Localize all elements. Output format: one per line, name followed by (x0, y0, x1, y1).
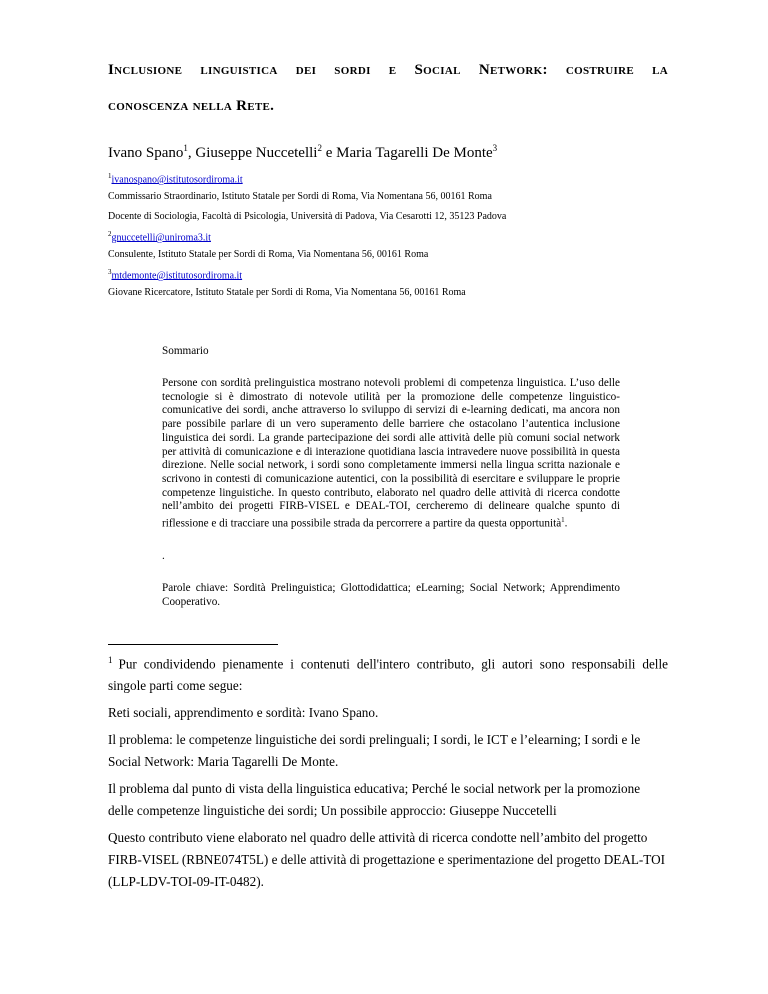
title-line-2: conoscenza nella Rete. (108, 98, 275, 114)
email-link[interactable]: mtdemonte@istitutosordiroma.it (111, 270, 243, 282)
footnote (108, 649, 668, 898)
abstract-end: . (564, 517, 568, 530)
footnote-line: Questo contributo viene elaborato nel quadro delle attività di ricerca condotte nell’ambito del progetto FIRB-VISEL (RBNE074T5L) e delle attività di progettazione e sperimentazione del progetto DEAL-TOI (LLP-LDV-TOI-09-IT-0482). (108, 830, 666, 890)
author-separator: , (187, 145, 196, 161)
footnote-divider (108, 644, 278, 645)
email-link[interactable]: ivanospano@istitutosordiroma.it (111, 174, 243, 186)
affiliation-mark: 2 (108, 230, 112, 238)
footnote-line (108, 649, 668, 697)
footnote-text: Pur condividendo pienamente i contenuti dell'intero contributo, gli autori sono responsabili delle singole parti come segue: (108, 656, 668, 694)
footnote-line: Il problema dal punto di vista della linguistica educativa; Perché le social network per la promozione delle competenze linguistiche dei sordi; Un possibile approccio: Giuseppe Nuccetelli (108, 781, 641, 819)
author-3-affiliation-mark: 3 (492, 143, 498, 153)
author-list (108, 138, 497, 163)
paper-title (108, 58, 668, 118)
author-separator: e (321, 145, 337, 161)
affiliation-email-1 (108, 170, 243, 186)
abstract-text: Persone con sordità prelinguistica mostrano notevoli problemi di competenza linguistica. L’uso delle tecnologie si è dimostrato di notevole utilità per la promozione delle competenze linguistico-comunicative dei sordi, anche attraverso lo sviluppo di servizi di e-learning dedicati, ma ancora non pare possibile parlare di un vero superamento delle barriere che ostacolano l’autentica inclusione linguistica dei sordi. La grande partecipazione dei sordi alle attività delle più comuni social network per attività di comunicazione e di interazione quotidiana lascia intravedere nuove possibilità in questa direzione. Nelle social network, i sordi sono completamente immersi nella lingua scritta nazionale e scrivono in contesti di comunicazione autentici, con la possibilità di esercitare e sviluppare le proprie competenze linguistiche. In questo contributo, elaborato nel quadro delle attività di ricerca condotte nell’ambito dei progetti FIRB-VISEL e DEAL-TOI, cercheremo di delineare qualche spunto di riflessione e di tracciare una possibile strada da percorrere a partire da questa opportunità (162, 377, 620, 530)
abstract-heading: Sommario (162, 345, 209, 357)
affiliation-line: Consulente, Istituto Statale per Sordi di Roma, Via Nomentana 56, 00161 Roma (108, 249, 429, 260)
email-link[interactable]: gnuccetelli@uniroma3.it (111, 232, 211, 244)
footnote-line: Il problema: le competenze linguistiche dei sordi prelinguali; I sordi, le ICT e l’elearning; I sordi e le Social Network: Maria Tagarelli De Monte. (108, 732, 641, 770)
title-line-1: Inclusione linguistica dei sordi e Social Network: costruire la (108, 62, 668, 78)
affiliation-email-3 (108, 266, 242, 282)
author-3: Maria Tagarelli De Monte (336, 145, 493, 161)
affiliation-line: Docente di Sociologia, Facoltà di Psicologia, Università di Padova, Via Cesarotti 12, 35123 Padova (108, 211, 507, 222)
author-2: Giuseppe Nuccetelli (195, 145, 318, 161)
keywords: Parole chiave: Sordità Prelinguistica; Glottodidattica; eLearning; Social Network; Apprendimento Cooperativo. (162, 582, 620, 608)
affiliation-mark: 1 (108, 172, 112, 180)
abstract-separator-dot: . (162, 550, 165, 562)
abstract-body (162, 377, 620, 531)
author-2-affiliation-mark: 2 (317, 143, 322, 153)
affiliation-line: Giovane Ricercatore, Istituto Statale per Sordi di Roma, Via Nomentana 56, 00161 Roma (108, 287, 466, 298)
author-1-affiliation-mark: 1 (183, 143, 188, 153)
footnote-line: Reti sociali, apprendimento e sordità: Ivano Spano. (108, 705, 379, 721)
affiliation-email-2 (108, 228, 211, 244)
footnote-number: 1 (108, 655, 113, 665)
footnote-marker: 1 (561, 516, 565, 525)
author-1: Ivano Spano (108, 145, 184, 161)
affiliation-line: Commissario Straordinario, Istituto Statale per Sordi di Roma, Via Nomentana 56, 00161 Roma (108, 191, 492, 202)
affiliation-mark: 3 (108, 268, 112, 276)
